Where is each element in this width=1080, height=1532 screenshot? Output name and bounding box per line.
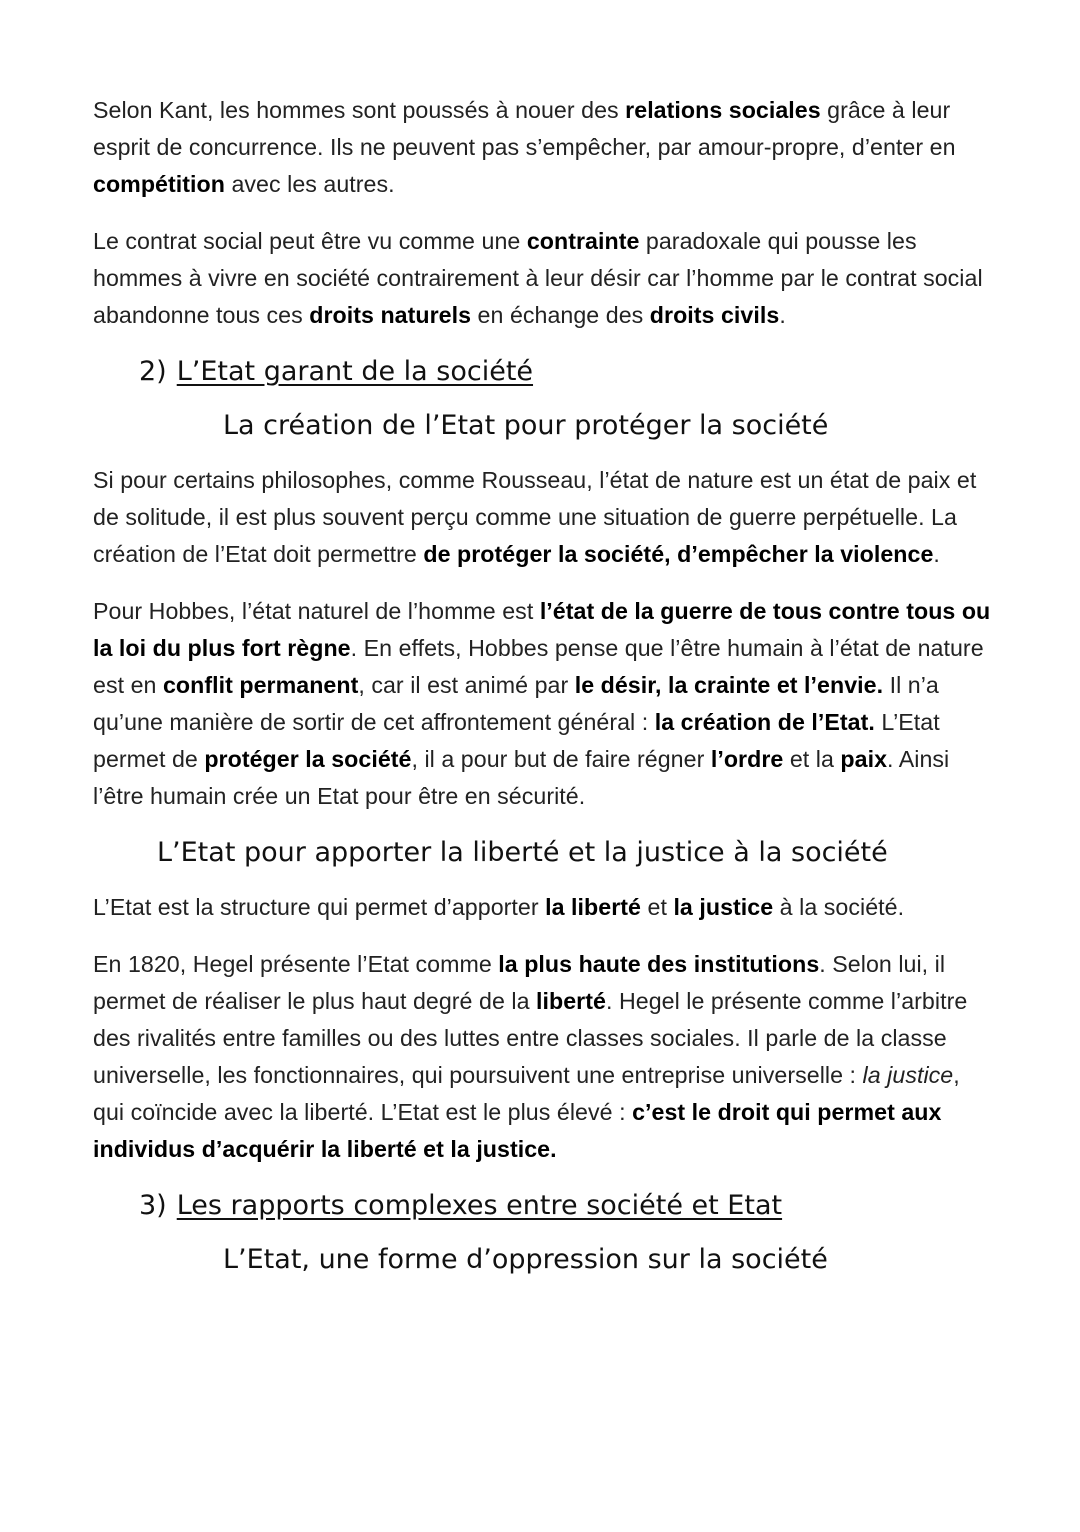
bold-text: protéger la société — [204, 746, 412, 772]
text: En 1820, Hegel présente l’Etat comme — [93, 951, 499, 977]
section-number: 3) — [139, 1190, 167, 1221]
document-page — [93, 92, 993, 1296]
section-title: L’Etat garant de la société — [176, 356, 534, 387]
text: . — [933, 541, 940, 567]
paragraph-etat-structure — [93, 889, 993, 926]
section-heading-3 — [139, 1188, 993, 1224]
text: Il n’a qu’une manière de sortir de cet affrontement général : — [93, 672, 939, 735]
section-heading-2 — [139, 354, 993, 390]
bold-text: la création de l’Etat. — [654, 709, 875, 735]
text: . Ainsi l’être humain crée un Etat pour être en sécurité. — [93, 746, 950, 809]
text: Le contrat social peut être vu comme une — [93, 228, 527, 254]
section-number: 2) — [139, 356, 167, 387]
paragraph-hobbes — [93, 593, 993, 815]
bold-text: de protéger la société, d’empêcher la violence — [423, 541, 934, 567]
bold-text: le désir, la crainte et l’envie. — [574, 672, 884, 698]
subheading-liberte-justice: L’Etat pour apporter la liberté et la justice à la société — [157, 837, 888, 868]
paragraph-kant — [93, 92, 993, 203]
bold-text: la liberté — [545, 894, 641, 920]
text: grâce à leur esprit de concurrence. Ils ne peuvent pas s’empêcher, par amour-propre, d’enter en — [93, 97, 956, 160]
bold-text: contrainte — [526, 228, 640, 254]
bold-text: liberté — [536, 988, 606, 1014]
bold-text: compétition — [93, 171, 225, 197]
text: Si pour certains philosophes, comme Rousseau, l’état de nature est un état de paix et de solitude, il est plus souvent perçu comme une situation de guerre perpétuelle. La création de l’Etat doit permettre — [93, 467, 977, 567]
text: L’Etat permet de — [93, 709, 940, 772]
bold-text: la plus haute des institutions — [498, 951, 820, 977]
italic-text: la justice — [862, 1062, 954, 1088]
bold-text: paix — [840, 746, 888, 772]
text: et — [641, 894, 674, 920]
paragraph-rousseau — [93, 462, 993, 573]
bold-text: conflit permanent — [162, 672, 359, 698]
bold-text: droits civils — [649, 302, 780, 328]
section-title: Les rapports complexes entre société et Etat — [176, 1190, 783, 1221]
text: en échange des — [471, 302, 650, 328]
text: L’Etat est la structure qui permet d’apporter — [93, 894, 546, 920]
text: avec les autres. — [224, 171, 395, 197]
text: , il a pour but de faire régner — [411, 746, 711, 772]
paragraph-contrat-social — [93, 223, 993, 334]
bold-text: l’état de la guerre de tous contre tous ou la loi du plus fort règne — [93, 598, 991, 661]
subheading-oppression: L’Etat, une forme d’oppression sur la société — [223, 1244, 828, 1275]
text: . En effets, Hobbes pense que l’être humain à l’état de nature est en — [93, 635, 984, 698]
text: à la société. — [773, 894, 905, 920]
text: paradoxale qui pousse les hommes à vivre en société contrairement à leur désir car l’homme par le contrat social abandonne tous ces — [93, 228, 983, 328]
subheading-creation-etat: La création de l’Etat pour protéger la société — [223, 410, 829, 441]
bold-text: droits naturels — [309, 302, 472, 328]
text: , car il est animé par — [358, 672, 575, 698]
bold-text: relations sociales — [625, 97, 821, 123]
paragraph-hegel — [93, 946, 993, 1168]
bold-text: c’est le droit qui permet aux individus d’acquérir la liberté et la justice. — [93, 1099, 942, 1162]
text: Selon Kant, les hommes sont poussés à nouer des — [93, 97, 626, 123]
text: et la — [783, 746, 841, 772]
bold-text: l’ordre — [710, 746, 784, 772]
text: , qui coïncide avec la liberté. L’Etat est le plus élevé : — [93, 1062, 960, 1125]
bold-text: la justice — [673, 894, 774, 920]
text: . Selon lui, il permet de réaliser le plus haut degré de la — [93, 951, 946, 1014]
text: . Hegel le présente comme l’arbitre des rivalités entre familles ou des luttes entre classes sociales. Il parle de la classe universelle, les fonctionnaires, qui poursuivent une entreprise universelle : — [93, 988, 968, 1088]
text: . — [779, 302, 786, 328]
text: Pour Hobbes, l’état naturel de l’homme est — [93, 598, 540, 624]
